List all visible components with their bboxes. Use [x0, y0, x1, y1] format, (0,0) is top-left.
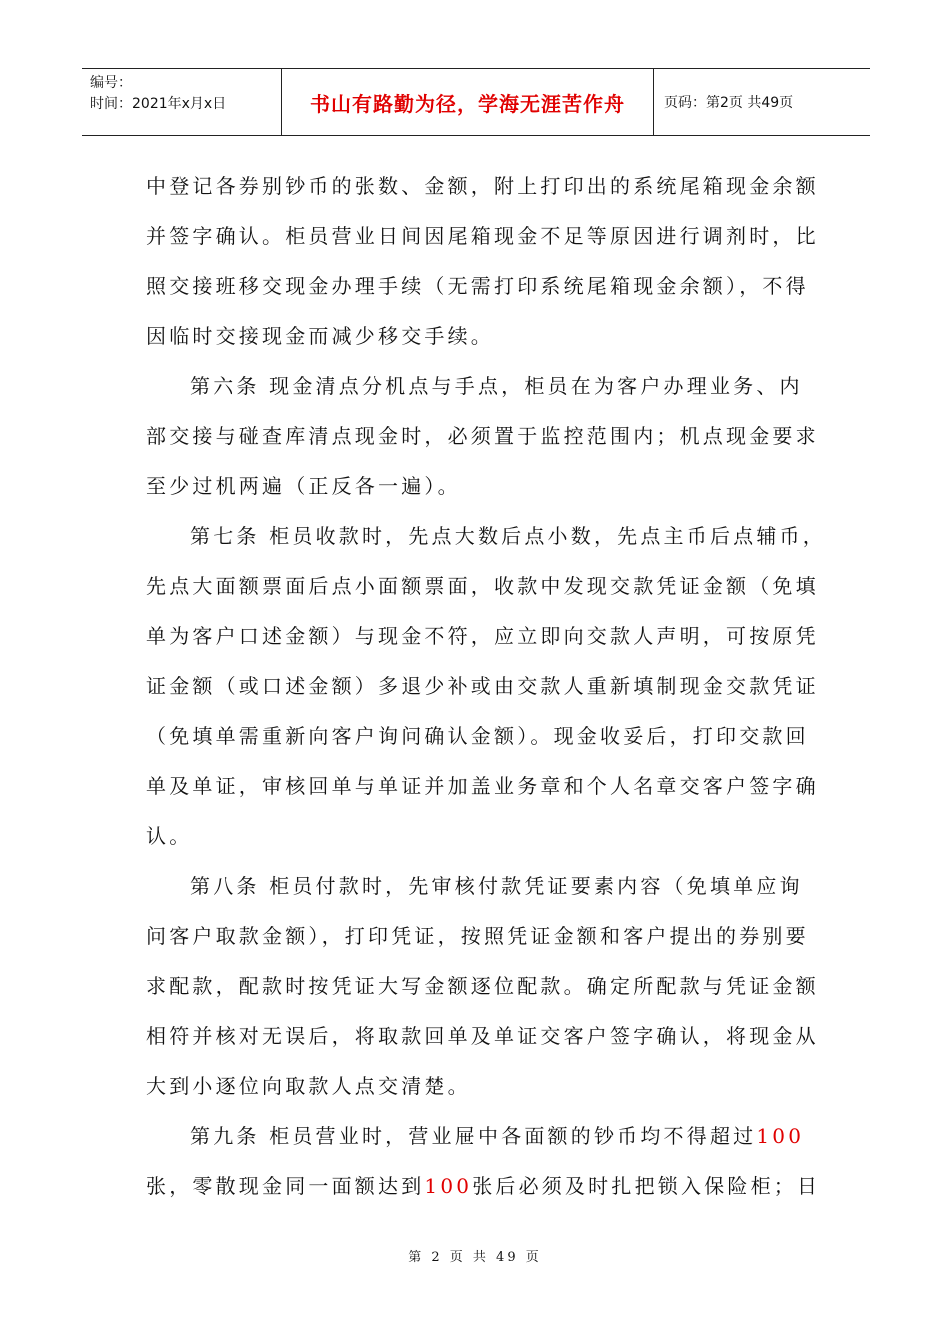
body-text-line: 因临时交接现金而减少移交手续。: [146, 324, 494, 348]
body-text-line: 第六条 现金清点分机点与手点，柜员在为客户办理业务、内: [190, 374, 803, 398]
body-text-line: 大到小逐位向取款人点交清楚。: [146, 1074, 471, 1098]
header-motto: 书山有路勤为径，学海无涯苦作舟: [282, 69, 654, 135]
body-text-line: 部交接与碰查库清点现金时，必须置于监控范围内；机点现金要求: [146, 424, 819, 448]
body-text-line: 第七条 柜员收款时，先点大数后点小数，先点主币后点辅币，: [190, 524, 826, 548]
body-text-line: 认。: [146, 824, 193, 848]
page-footer: 第 2 页 共 49 页: [408, 1250, 542, 1265]
body-text-line: 照交接班移交现金办理手续（无需打印系统尾箱现金余额），不得: [146, 274, 809, 298]
body-text-segment: 张后必须及时扎把锁入保险柜；日: [472, 1174, 821, 1198]
body-text-line: 相符并核对无误后，将取款回单及单证交客户签字确认，将现金从: [146, 1024, 819, 1048]
page-header: [82, 68, 870, 136]
header-meta: [82, 69, 282, 135]
doc-time-label: 时间：2021年x月x日: [90, 96, 227, 112]
body-text-line: 单为客户口述金额）与现金不符，应立即向交款人声明，可按原凭: [146, 624, 819, 648]
document-body: [146, 161, 826, 1211]
body-text-line: 至少过机两遍（正反各一遍）。: [146, 474, 461, 498]
body-text-line: 问客户取款金额），打印凭证，按照凭证金额和客户提出的券别要: [146, 924, 809, 948]
body-text-line: 第八条 柜员付款时，先审核付款凭证要素内容（免填单应询: [190, 874, 803, 898]
highlighted-number: 100: [424, 1174, 473, 1198]
doc-number-label: 编号：: [90, 75, 132, 91]
body-text-segment: 第九条 柜员营业时，营业屉中各面额的钞币均不得超过: [190, 1124, 757, 1148]
body-text-line: 求配款，配款时按凭证大写金额逐位配款。确定所配款与凭证金额: [146, 974, 819, 998]
body-text-line: 中登记各券别钞币的张数、金额，附上打印出的系统尾箱现金余额: [146, 174, 819, 198]
body-text-line: 先点大面额票面后点小面额票面，收款中发现交款凭证金额（免填: [146, 574, 819, 598]
body-text-line: 并签字确认。柜员营业日间因尾箱现金不足等原因进行调剂时，比: [146, 224, 819, 248]
highlighted-number: 100: [756, 1124, 805, 1148]
body-text-line: （免填单需重新向客户询问确认金额）。现金收妥后，打印交款回: [146, 724, 809, 748]
body-text-line: 证金额（或口述金额）多退少补或由交款人重新填制现金交款凭证: [146, 674, 819, 698]
body-text-segment: 张，零散现金同一面额达到: [146, 1174, 425, 1198]
header-page-info: 页码：第2页 共49页: [664, 95, 794, 111]
body-text-line: [146, 1111, 812, 1161]
body-text-line: 单及单证，审核回单与单证并加盖业务章和个人名章交客户签字确: [146, 774, 819, 798]
body-text-line: [146, 1161, 821, 1211]
